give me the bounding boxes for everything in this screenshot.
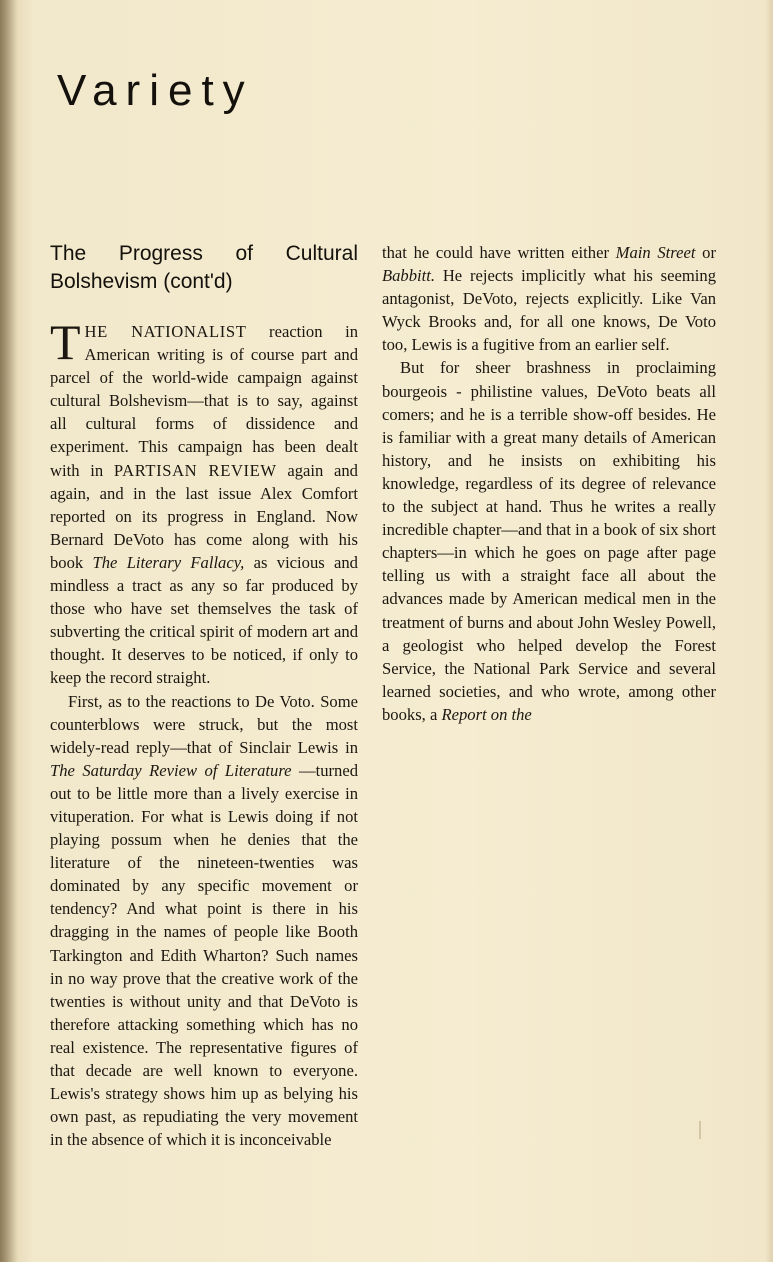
paragraph-3-text-a: But for sheer brashness in proclaiming bourgeois - philistine values, DeVoto beats all comers; and he is a terrible show-off besides. He is familiar with a great many details of American history, and he insists on exhibiting his knowledge, regardless of its degree of relevance to the subject at hand. Thus he writes a really incredible chapter—and that in a book of six short chapters—in which he goes on page after page telling us with a straight face all about the advances made by American medical men in the treatment of burns and about John Wesley Powell, a geologist who helped develop the Forest Service, the National Park Service and several learned societies, and who wrote, among other books, a (382, 358, 716, 724)
left-column (50, 240, 358, 1151)
paragraph-2-text-c: He rejects implicitly what his seeming antagonist, DeVoto, rejects explicitly. Like Van Wyck Brooks and, for all one knows, De Voto too, Lewis is a fugitive from an earlier self. (382, 266, 716, 355)
book-title-babbitt: Babbitt. (382, 266, 436, 286)
paragraph-1 (50, 314, 359, 690)
paragraph-2-text-a-start: First, as to the reactions to De Voto. Some counterblows were struck, but the most widely-read reply—that of Sinclair Lewis in (50, 691, 358, 757)
paragraph-2-start (50, 690, 358, 1152)
magazine-name: PARTISAN REVIEW (113, 460, 277, 480)
paragraph-1-text-c: as vicious and mindless a tract as any so far produced by those who have set themselves the task of subverting the critical spirit of modern art and thought. It deserves to be noticed, if only to keep the record straight. (50, 552, 358, 688)
binding-shadow (0, 0, 18, 1262)
paragraph-2 (382, 241, 716, 356)
report-title: Report on the (441, 704, 532, 724)
paragraph-1-text-a: reaction in American writing is of course part and parcel of the world-wide campaign against cultural Bolshevism—that is to say, against all cultural forms of dissidence and experiment. This campaign has been dealt with in (50, 322, 359, 480)
section-title: Variety (57, 66, 254, 115)
paragraph-3 (382, 356, 716, 726)
paragraph-2-text-b-start: —turned out to be little more than a lively exercise in vituperation. For what is Lewis doing if not playing possum when he denies that the literature of the nineteen-twenties was dominated by any specific movement or tendency? And what point is there in his dragging in the names of people like Booth Tarkington and Edith Wharton? Such names in no way prove that the creative work of the twenties is without unity and that DeVoto is therefore attacking something which has no real existence. The representative figures of that decade are well known to everyone. Lewis's strategy shows him up as belying his own past, as repudiating the very movement in the absence of which it is inconceivable (50, 760, 358, 1150)
right-column (382, 241, 716, 726)
book-title: The Literary Fallacy, (92, 552, 245, 572)
book-title-main-street: Main Street (615, 243, 696, 262)
journal-title-start: The Saturday Review of Literature (50, 760, 292, 780)
page-edge (765, 0, 773, 1262)
paragraph-2-mid: or (695, 243, 716, 262)
article-title: The Progress of Cultural Bolshevism (cont'd) (50, 242, 358, 293)
paragraph-2-text-b: that he could have written either (382, 243, 616, 262)
paragraph-1-text-b: again and again, and in the last issue Alex Comfort reported on its progress in England. Now Bernard DeVoto has come along with his book (50, 460, 358, 572)
lead-in-smallcaps: HE NATIONALIST (84, 322, 247, 341)
drop-cap: T (50, 314, 81, 370)
margin-mark (699, 1121, 701, 1139)
